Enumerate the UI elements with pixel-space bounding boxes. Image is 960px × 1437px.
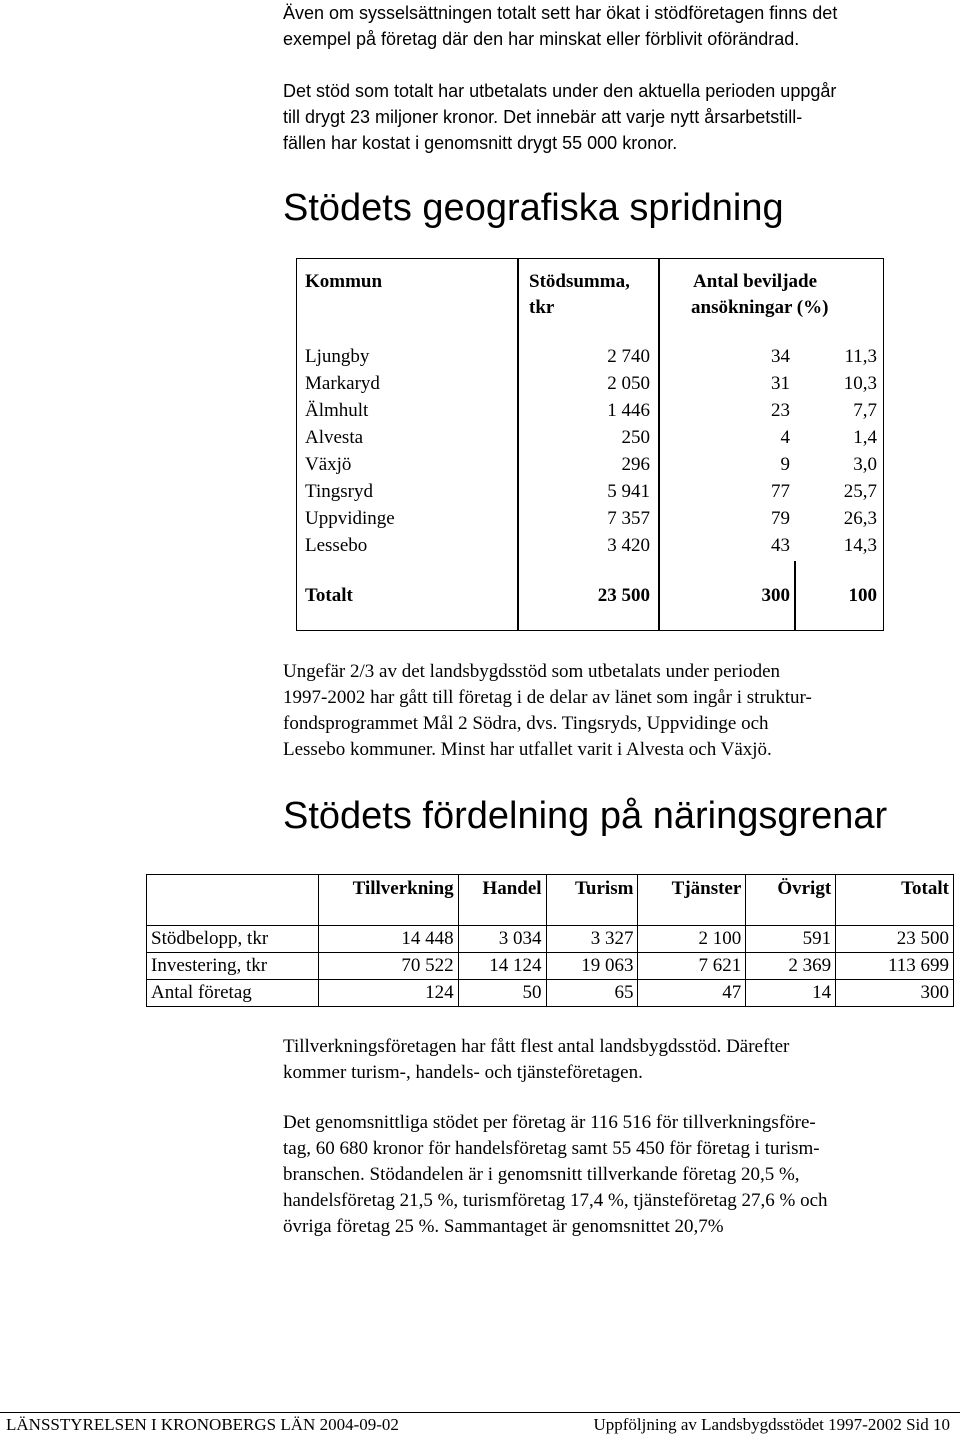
row-label: Investering, tkr [147, 953, 319, 980]
cell-value: 300 [836, 980, 954, 1007]
cell-summa: 250 [621, 427, 650, 448]
cell-antal: 4 [780, 427, 790, 448]
cell-kommun: Älmhult [305, 400, 369, 421]
footer-right: Uppföljning av Landsbygdsstödet 1997-2002 Sid 10 [593, 1415, 950, 1434]
cell-value: 591 [746, 926, 836, 953]
cell-summa: 3 420 [607, 535, 650, 556]
spacer-cell [638, 903, 746, 926]
section-title-geografisk-spridning: Stödets geografiska spridning [283, 187, 784, 229]
cell-antal: 77 [771, 481, 790, 502]
header-antal-unit: ansökningar (%) [691, 297, 829, 318]
text-line: Även om sysselsättningen totalt sett har ökat i stödföretagen finns det [283, 3, 838, 23]
section2-paragraph-1 [283, 1034, 953, 1086]
intro-paragraph-2 [283, 78, 953, 156]
cell-kommun: Tingsryd [305, 481, 373, 502]
cell-pct: 11,3 [844, 346, 877, 367]
cell-kommun: Markaryd [305, 373, 380, 394]
cell-summa: 7 357 [607, 508, 650, 529]
table-row [297, 370, 883, 397]
spacer-cell [836, 903, 954, 926]
cell-antal: 79 [771, 508, 790, 529]
cell-antal: 9 [780, 454, 790, 475]
cell-value: 2 369 [746, 953, 836, 980]
table-row [297, 478, 883, 505]
text-line: Det genomsnittliga stödet per företag är 116 516 för tillverkningsföre- [283, 1112, 816, 1133]
text-line: fondsprogrammet Mål 2 Södra, dvs. Tingsryds, Uppvidinge och [283, 713, 769, 734]
table-row [297, 424, 883, 451]
text-line: Det stöd som totalt har utbetalats under den aktuella perioden uppgår [283, 81, 837, 101]
footer-left: LÄNSSTYRELSEN I KRONOBERGS LÄN 2004-09-02 [6, 1415, 399, 1434]
header-tillverkning: Tillverkning [318, 875, 458, 904]
cell-value: 7 621 [638, 953, 746, 980]
header-ovrigt: Övrigt [746, 875, 836, 904]
section-title-naringsgrenar: Stödets fördelning på näringsgrenar [283, 795, 888, 837]
cell-value: 47 [638, 980, 746, 1007]
table-row [297, 343, 883, 370]
spacer-cell [458, 903, 546, 926]
cell-pct: 7,7 [853, 400, 877, 421]
text-line: exempel på företag där den har minskat eller förblivit oförändrad. [283, 29, 800, 49]
text-line: Ungefär 2/3 av det landsbygdsstöd som utbetalats under perioden [283, 661, 781, 682]
row-label: Stödbelopp, tkr [147, 926, 319, 953]
text-line: fällen har kostat i genomsnitt drygt 55 000 kronor. [283, 133, 678, 153]
cell-value: 3 327 [546, 926, 638, 953]
cell-value: 2 100 [638, 926, 746, 953]
table-spacer-row [147, 903, 954, 926]
text-line: Lessebo kommuner. Minst har utfallet varit i Alvesta och Växjö. [283, 739, 772, 760]
table-row [147, 980, 954, 1007]
cell-kommun: Lessebo [305, 535, 368, 556]
text-line: kommer turism-, handels- och tjänsteföretagen. [283, 1062, 643, 1083]
cell-value: 70 522 [318, 953, 458, 980]
cell-kommun: Alvesta [305, 427, 364, 448]
cell-kommun: Uppvidinge [305, 508, 395, 529]
cell-value: 3 034 [458, 926, 546, 953]
header-empty [147, 875, 319, 904]
cell-pct: 1,4 [853, 427, 877, 448]
section1-paragraph [283, 659, 953, 763]
cell-summa: 2 740 [607, 346, 650, 367]
cell-value: 50 [458, 980, 546, 1007]
cell-antal: 34 [771, 346, 790, 367]
cell-pct: 100 [848, 585, 877, 606]
spacer-cell [746, 903, 836, 926]
page-footer [0, 1412, 960, 1437]
table-row [297, 532, 883, 559]
cell-summa: 296 [621, 454, 650, 475]
text-line: tag, 60 680 kronor för handelsföretag samt 55 450 för företag i turism- [283, 1138, 820, 1159]
kommun-table [296, 258, 884, 631]
cell-summa: 23 500 [597, 585, 650, 606]
naringsgren-table [146, 874, 954, 1007]
cell-pct: 3,0 [853, 454, 877, 475]
table-row [297, 505, 883, 532]
text-line: Tillverkningsföretagen har fått flest antal landsbygdsstöd. Därefter [283, 1036, 790, 1057]
header-totalt: Totalt [836, 875, 954, 904]
header-stodsumma-unit: tkr [529, 297, 555, 318]
intro-paragraph-1 [283, 0, 953, 52]
text-line: branschen. Stödandelen är i genomsnitt tillverkande företag 20,5 %, [283, 1164, 800, 1185]
cell-value: 19 063 [546, 953, 638, 980]
text-line: övriga företag 25 %. Sammantaget är genomsnittet 20,7% [283, 1216, 724, 1237]
table-row [147, 953, 954, 980]
row-label: Antal företag [147, 980, 319, 1007]
spacer-cell [318, 903, 458, 926]
header-handel: Handel [458, 875, 546, 904]
cell-pct: 14,3 [843, 535, 877, 556]
spacer-cell [147, 903, 319, 926]
cell-value: 14 124 [458, 953, 546, 980]
text-line: handelsföretag 21,5 %, turismföretag 17,4 %, tjänsteföretag 27,6 % och [283, 1190, 828, 1211]
cell-kommun: Totalt [305, 585, 353, 606]
text-line: till drygt 23 miljoner kronor. Det innebär att varje nytt årsarbetstill- [283, 107, 803, 127]
header-antal: Antal beviljade [693, 271, 818, 292]
cell-antal: 43 [771, 535, 790, 556]
header-tjanster: Tjänster [638, 875, 746, 904]
cell-antal: 23 [771, 400, 790, 421]
cell-pct: 25,7 [843, 481, 877, 502]
header-turism: Turism [546, 875, 638, 904]
header-stodsumma: Stödsumma, [529, 271, 630, 292]
table-row [297, 451, 883, 478]
cell-summa: 2 050 [607, 373, 650, 394]
table-total-row [297, 582, 883, 609]
cell-value: 113 699 [836, 953, 954, 980]
table-row [297, 397, 883, 424]
table-row [147, 926, 954, 953]
section2-paragraph-2 [283, 1110, 953, 1240]
table-header-row [147, 875, 954, 904]
cell-pct: 10,3 [843, 373, 877, 394]
cell-value: 65 [546, 980, 638, 1007]
cell-value: 14 448 [318, 926, 458, 953]
cell-antal: 31 [771, 373, 790, 394]
cell-antal: 300 [761, 585, 790, 606]
cell-kommun: Ljungby [305, 346, 370, 367]
cell-summa: 1 446 [607, 400, 650, 421]
cell-kommun: Växjö [305, 454, 352, 475]
header-kommun: Kommun [305, 271, 383, 292]
spacer-cell [546, 903, 638, 926]
text-line: 1997-2002 har gått till företag i de delar av länet som ingår i struktur- [283, 687, 812, 708]
cell-pct: 26,3 [843, 508, 877, 529]
cell-value: 23 500 [836, 926, 954, 953]
cell-summa: 5 941 [607, 481, 650, 502]
cell-value: 14 [746, 980, 836, 1007]
cell-value: 124 [318, 980, 458, 1007]
